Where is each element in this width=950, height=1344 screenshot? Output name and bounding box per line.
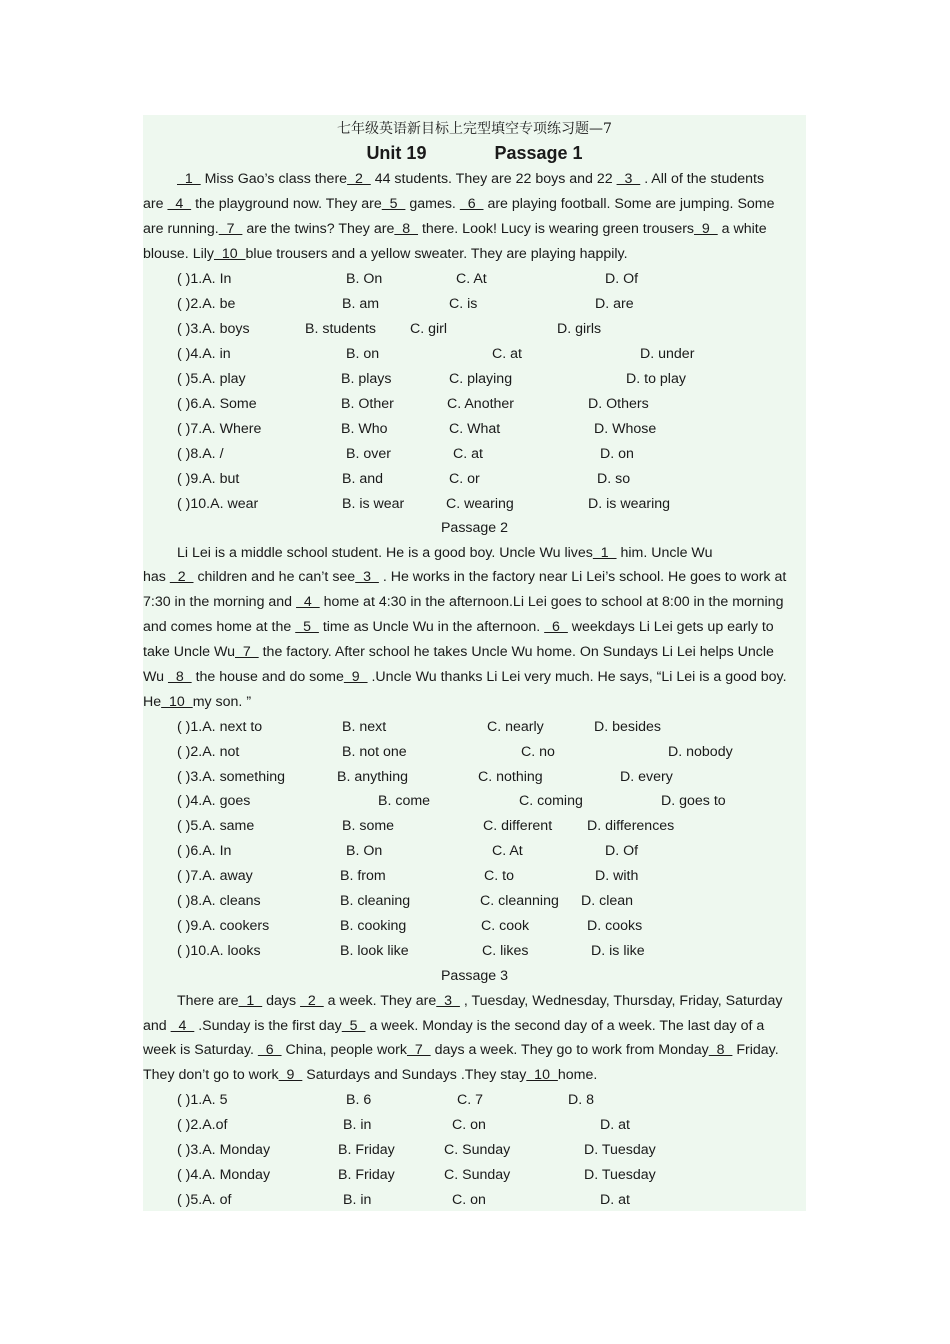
option-d: D. Tuesday (584, 1167, 656, 1183)
p3-question (143, 1088, 806, 1113)
text-run: a week. Monday is the second day of a week. The last day of a (365, 1018, 765, 1034)
option-c: C. likes (482, 943, 529, 959)
p2-question (143, 715, 806, 740)
question-number-option-a: ( )5.A. of (177, 1192, 232, 1208)
unit-heading (143, 141, 806, 166)
option-b: B. anything (337, 769, 408, 785)
question-number-option-a: ( )2.A. not (177, 744, 240, 760)
passage3-line-4 (143, 1063, 806, 1088)
passage2-line-1 (143, 541, 840, 566)
option-d: D. girls (557, 321, 602, 337)
answer-blank: 1 (592, 545, 617, 561)
option-b: B. in (343, 1192, 372, 1208)
answer-blank: 1 (238, 993, 263, 1009)
option-d: D. cooks (587, 918, 643, 934)
option-b: B. not one (342, 744, 407, 760)
option-d: D. on (600, 446, 634, 462)
question-number-option-a: ( )8.A. / (177, 446, 224, 462)
p2-question (143, 939, 806, 964)
passage3-line-2 (143, 1014, 806, 1039)
option-c: C. 7 (457, 1092, 484, 1108)
text-run: a white (717, 221, 767, 237)
option-c: C. different (483, 818, 553, 834)
p1-question (143, 292, 806, 317)
text-run: take Uncle Wu (143, 644, 235, 660)
option-d: D. every (620, 769, 673, 785)
option-d: D. besides (594, 719, 662, 735)
answer-blank: 4 (170, 1018, 195, 1034)
option-d: D. Tuesday (584, 1142, 656, 1158)
passage2-line-7 (143, 690, 806, 715)
option-b: B. Friday (338, 1167, 395, 1183)
answer-blank: 4 (296, 594, 320, 610)
option-c: C. no (521, 744, 555, 760)
passage3-heading: Passage 3 (440, 968, 509, 984)
p2-question (143, 814, 806, 839)
text-run: are running. (143, 221, 219, 237)
passage1-line-1 (143, 167, 840, 192)
text-run: They don’t go to work (143, 1067, 279, 1083)
text-run: Saturdays and Sundays .They stay (302, 1067, 527, 1083)
text-run: children and he can’t see (193, 569, 356, 585)
option-b: B. over (346, 446, 391, 462)
question-number-option-a: ( )3.A. boys (177, 321, 250, 337)
question-number-option-a: ( )6.A. In (177, 843, 232, 859)
answer-blank: 5 (295, 619, 319, 635)
option-d: D. goes to (661, 793, 726, 809)
question-number-option-a: ( )8.A. cleans (177, 893, 261, 909)
text-run: He (143, 694, 162, 710)
question-number-option-a: ( )4.A. in (177, 346, 231, 362)
text-run: weekdays Li Lei gets up early to (567, 619, 774, 635)
text-run: the playground now. They are (191, 196, 382, 212)
p1-question (143, 417, 806, 442)
option-c: C. cleanning (480, 893, 559, 909)
question-number-option-a: ( )7.A. away (177, 868, 253, 884)
option-b: B. cleaning (340, 893, 411, 909)
option-b: B. on (346, 346, 380, 362)
passage2-line-4 (143, 615, 806, 640)
question-number-option-a: ( )9.A. but (177, 471, 240, 487)
text-run: , Tuesday, Wednesday, Thursday, Friday, Saturday (459, 993, 783, 1009)
unit-label: Unit 19 (366, 143, 427, 163)
text-run: .Sunday is the first day (194, 1018, 342, 1034)
text-run: .Uncle Wu thanks Li Lei very much. He says, “Li Lei is a good boy. (367, 669, 787, 685)
text-run: the factory. After school he takes Uncle Wu home. On Sundays Li Lei helps Uncle (258, 644, 774, 660)
answer-blank: 2 (300, 993, 324, 1009)
text-run: are the twins? They are (242, 221, 395, 237)
option-d: D. clean (581, 893, 634, 909)
text-run: has (143, 569, 170, 585)
p1-question (143, 392, 806, 417)
option-d: D. is wearing (588, 496, 671, 512)
text-run: games. (405, 196, 460, 212)
text-run: time as Uncle Wu in the afternoon. (318, 619, 545, 635)
option-d: D. Others (588, 396, 649, 412)
text-run: Friday. (732, 1042, 779, 1058)
question-number-option-a: ( )6.A. Some (177, 396, 257, 412)
text-run: Li Lei is a middle school student. He is a good boy. Uncle Wu lives (177, 545, 593, 561)
answer-blank: 10 (213, 246, 246, 262)
option-c: C. is (449, 296, 478, 312)
text-run: . All of the students (640, 171, 765, 187)
text-run: and comes home at the (143, 619, 296, 635)
option-d: D. are (595, 296, 634, 312)
option-c: C. Sunday (444, 1142, 511, 1158)
question-number-option-a: ( )10.A. wear (177, 496, 259, 512)
text-run: home at 4:30 in the afternoon.Li Lei goes to school at 8:00 in the morning (319, 594, 784, 610)
option-d: D. Of (605, 843, 639, 859)
question-number-option-a: ( )9.A. cookers (177, 918, 270, 934)
text-run: 44 students. They are 22 boys and 22 (370, 171, 617, 187)
question-number-option-a: ( )2.A.of (177, 1117, 228, 1133)
text-run: days a week. They go to work from Monday (430, 1042, 709, 1058)
question-number-option-a: ( )10.A. looks (177, 943, 261, 959)
option-b: B. come (378, 793, 431, 809)
passage1-line-2 (143, 192, 806, 217)
text-run: Miss Gao’s class there (200, 171, 348, 187)
answer-blank: 6 (544, 619, 568, 635)
answer-blank: 8 (394, 221, 419, 237)
option-d: D. at (600, 1117, 630, 1133)
option-d: D. Of (605, 271, 639, 287)
option-d: D. to play (626, 371, 686, 387)
p2-question (143, 839, 806, 864)
text-run: There are (177, 993, 239, 1009)
option-c: C. At (492, 843, 523, 859)
question-number-option-a: ( )5.A. same (177, 818, 255, 834)
p1-question (143, 317, 806, 342)
answer-blank: 2 (169, 569, 194, 585)
option-d: D. under (640, 346, 695, 362)
passage3-line-1 (143, 989, 840, 1014)
question-number-option-a: ( )4.A. goes (177, 793, 251, 809)
answer-blank: 8 (708, 1042, 733, 1058)
answer-blank: 9 (694, 221, 718, 237)
option-d: D. with (595, 868, 639, 884)
text-run: are playing football. Some are jumping. Some (483, 196, 775, 212)
answer-blank: 5 (381, 196, 406, 212)
passage2-line-3 (143, 590, 806, 615)
option-b: B. Who (341, 421, 388, 437)
option-b: B. On (346, 843, 383, 859)
option-c: C. playing (449, 371, 513, 387)
answer-blank: 7 (406, 1042, 431, 1058)
text-run: my son. ” (192, 694, 252, 710)
text-run: are (143, 196, 168, 212)
text-run: the house and do some (191, 669, 344, 685)
question-number-option-a: ( )3.A. something (177, 769, 286, 785)
passage3-line-3 (143, 1038, 806, 1063)
passage2-line-5 (143, 640, 806, 665)
p1-question (143, 492, 806, 517)
text-run: China, people work (281, 1042, 407, 1058)
option-d: D. so (597, 471, 631, 487)
option-b: B. from (340, 868, 386, 884)
option-c: C. to (484, 868, 514, 884)
answer-blank: 3 (616, 171, 641, 187)
question-number-option-a: ( )1.A. 5 (177, 1092, 228, 1108)
option-c: C. on (452, 1192, 486, 1208)
option-c: C. at (453, 446, 483, 462)
p1-question (143, 367, 806, 392)
text-run: him. Uncle Wu (616, 545, 713, 561)
p3-question (143, 1188, 806, 1213)
passage2-heading: Passage 2 (440, 520, 509, 536)
answer-blank: 7 (235, 644, 259, 660)
option-c: C. At (456, 271, 487, 287)
option-c: C. What (449, 421, 501, 437)
passage2-line-6 (143, 665, 806, 690)
passage2-line-2 (143, 565, 806, 590)
text-run: home. (557, 1067, 598, 1083)
question-number-option-a: ( )4.A. Monday (177, 1167, 271, 1183)
question-number-option-a: ( )1.A. next to (177, 719, 263, 735)
option-b: B. Other (341, 396, 394, 412)
passage1-heading: Passage 1 (494, 143, 583, 163)
option-b: B. look like (340, 943, 409, 959)
option-b: B. in (343, 1117, 372, 1133)
answer-blank: 3 (436, 993, 460, 1009)
option-d: D. differences (587, 818, 675, 834)
answer-blank: 7 (218, 221, 243, 237)
p2-question (143, 914, 806, 939)
option-b: B. plays (341, 371, 392, 387)
answer-blank: 3 (355, 569, 379, 585)
text-run: there. Look! Lucy is wearing green trousers (418, 221, 695, 237)
option-c: C. coming (519, 793, 583, 809)
answer-blank: 9 (343, 669, 368, 685)
option-c: C. wearing (446, 496, 514, 512)
page-title: 七年级英语新目标上完型填空专项练习题—7 (337, 121, 612, 137)
p3-question (143, 1163, 806, 1188)
text-run: and (143, 1018, 171, 1034)
p2-question (143, 740, 806, 765)
option-d: D. is like (591, 943, 645, 959)
option-c: C. or (449, 471, 480, 487)
option-b: B. On (346, 271, 383, 287)
option-d: D. 8 (568, 1092, 595, 1108)
option-b: B. am (342, 296, 380, 312)
option-b: B. and (342, 471, 384, 487)
option-b: B. cooking (340, 918, 407, 934)
option-c: C. girl (410, 321, 448, 337)
option-b: B. students (305, 321, 376, 337)
p2-question (143, 765, 806, 790)
question-number-option-a: ( )5.A. play (177, 371, 246, 387)
question-number-option-a: ( )7.A. Where (177, 421, 262, 437)
answer-blank: 8 (167, 669, 192, 685)
text-run: blouse. Lily (143, 246, 214, 262)
option-b: B. next (342, 719, 387, 735)
option-c: C. Sunday (444, 1167, 511, 1183)
answer-blank: 2 (347, 171, 371, 187)
text-run: a week. They are (323, 993, 437, 1009)
text-run: blue trousers and a yellow sweater. They are playing happily. (245, 246, 628, 262)
text-run: Wu (143, 669, 168, 685)
p1-question (143, 342, 806, 367)
text-run: week is Saturday. (143, 1042, 258, 1058)
question-number-option-a: ( )3.A. Monday (177, 1142, 271, 1158)
option-c: C. cook (481, 918, 530, 934)
passage1-line-3 (143, 217, 806, 242)
answer-blank: 9 (278, 1067, 303, 1083)
p1-question (143, 467, 806, 492)
p2-question (143, 889, 806, 914)
option-d: D. nobody (668, 744, 733, 760)
option-c: C. nothing (478, 769, 543, 785)
option-c: C. at (492, 346, 522, 362)
answer-blank: 6 (459, 196, 484, 212)
text-run: days (262, 993, 301, 1009)
answer-blank: 4 (167, 196, 192, 212)
p3-question (143, 1138, 806, 1163)
option-b: B. is wear (342, 496, 405, 512)
option-c: C. on (452, 1117, 486, 1133)
answer-blank: 5 (341, 1018, 366, 1034)
answer-blank: 1 (177, 171, 201, 187)
option-b: B. Friday (338, 1142, 395, 1158)
option-b: B. 6 (346, 1092, 372, 1108)
p2-question (143, 789, 806, 814)
answer-blank: 6 (257, 1042, 282, 1058)
worksheet (143, 115, 806, 1211)
option-b: B. some (342, 818, 395, 834)
p1-question (143, 267, 806, 292)
answer-blank: 10 (526, 1067, 558, 1083)
question-number-option-a: ( )2.A. be (177, 296, 236, 312)
option-d: D. Whose (594, 421, 657, 437)
text-run: 7:30 in the morning and (143, 594, 297, 610)
answer-blank: 10 (161, 694, 193, 710)
p2-question (143, 864, 806, 889)
option-d: D. at (600, 1192, 630, 1208)
p1-question (143, 442, 806, 467)
option-c: C. nearly (487, 719, 544, 735)
question-number-option-a: ( )1.A. In (177, 271, 232, 287)
p3-question (143, 1113, 806, 1138)
option-c: C. Another (447, 396, 515, 412)
passage1-line-4 (143, 242, 806, 267)
text-run: . He works in the factory near Li Lei’s school. He goes to work at (378, 569, 787, 585)
